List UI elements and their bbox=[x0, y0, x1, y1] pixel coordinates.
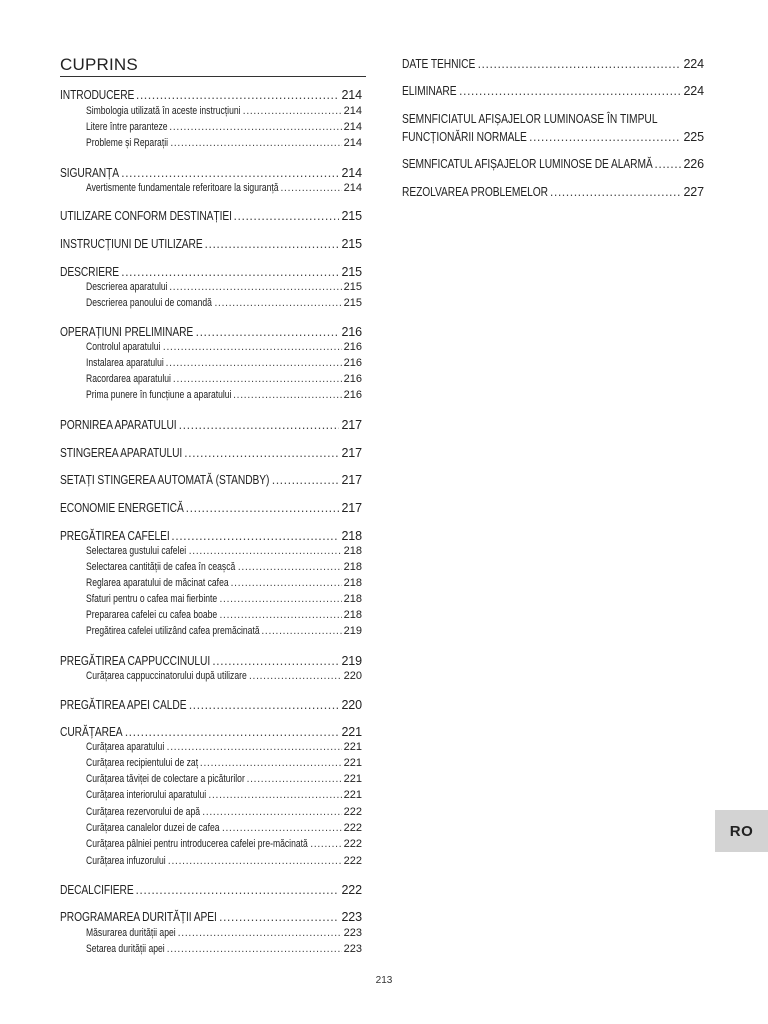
toc-leader-dots bbox=[170, 137, 341, 149]
toc-page-number: 216 bbox=[343, 357, 362, 369]
toc-page-number: 225 bbox=[683, 130, 704, 144]
toc-page-number: 223 bbox=[341, 910, 362, 924]
toc-page-number: 216 bbox=[341, 325, 362, 339]
toc-subsection-entry[interactable] bbox=[86, 373, 362, 387]
toc-page-number: 215 bbox=[343, 281, 362, 293]
toc-entry-label: Măsurarea durității apei bbox=[86, 927, 176, 939]
toc-section-entry[interactable] bbox=[60, 209, 362, 225]
toc-section-entry[interactable] bbox=[60, 501, 362, 517]
toc-section-entry[interactable] bbox=[60, 237, 362, 253]
toc-page-number: 221 bbox=[341, 725, 362, 739]
toc-leader-dots bbox=[222, 822, 342, 834]
toc-page-number: 218 bbox=[343, 561, 362, 573]
toc-leader-dots bbox=[280, 182, 341, 194]
toc-leader-dots bbox=[234, 209, 340, 223]
toc-entry-label: Setarea durității apei bbox=[86, 943, 165, 955]
toc-entry-label: CURĂȚAREA bbox=[60, 725, 123, 739]
toc-entry-label: Reglarea aparatului de măcinat cafea bbox=[86, 577, 229, 589]
toc-entry-label: OPERAȚIUNI PRELIMINARE bbox=[60, 325, 194, 339]
toc-entry-label: PORNIREA APARATULUI bbox=[60, 418, 177, 432]
toc-page-number: 215 bbox=[341, 237, 362, 251]
toc-page-number: 222 bbox=[343, 838, 362, 850]
toc-leader-dots bbox=[478, 57, 682, 71]
toc-leader-dots bbox=[214, 297, 341, 309]
toc-entry-label: PROGRAMAREA DURITĂȚII APEI bbox=[60, 910, 217, 924]
toc-leader-dots bbox=[550, 185, 682, 199]
toc-subsection-entry[interactable] bbox=[86, 389, 362, 403]
toc-subsection-entry[interactable] bbox=[86, 121, 362, 135]
toc-leader-dots bbox=[189, 698, 340, 712]
toc-page-number: 215 bbox=[343, 297, 362, 309]
toc-leader-dots bbox=[186, 501, 340, 515]
toc-section-entry[interactable] bbox=[402, 130, 704, 146]
toc-page-number: 214 bbox=[341, 88, 362, 102]
toc-leader-dots bbox=[121, 166, 339, 180]
toc-subsection-entry[interactable] bbox=[86, 838, 362, 852]
toc-section-entry[interactable] bbox=[60, 910, 362, 926]
toc-leader-dots bbox=[529, 130, 681, 144]
toc-section-entry[interactable] bbox=[60, 446, 362, 462]
toc-leader-dots bbox=[219, 593, 341, 605]
toc-entry-label: Prepararea cafelei cu cafea boabe bbox=[86, 609, 218, 621]
toc-entry-label: Curățarea cappuccinatorului după utilizare bbox=[86, 670, 247, 682]
toc-subsection-entry[interactable] bbox=[86, 670, 362, 684]
toc-section-entry[interactable] bbox=[60, 529, 362, 545]
toc-entry-label: SEMNFICIATUL AFIȘAJELOR LUMINOASE ÎN TIMPUL bbox=[402, 112, 658, 126]
toc-subsection-entry[interactable] bbox=[86, 822, 362, 836]
toc-entry-label: UTILIZARE CONFORM DESTINAȚIEI bbox=[60, 209, 232, 223]
toc-page-number: 220 bbox=[343, 670, 362, 682]
page-title: CUPRINS bbox=[60, 55, 366, 77]
toc-page-number: 224 bbox=[683, 84, 704, 98]
toc-leader-dots bbox=[233, 389, 342, 401]
toc-leader-dots bbox=[168, 855, 342, 867]
toc-section-entry[interactable] bbox=[60, 883, 362, 899]
toc-page-number: 217 bbox=[341, 418, 362, 432]
toc-leader-dots bbox=[125, 725, 340, 739]
toc-leader-dots bbox=[179, 418, 340, 432]
toc-page-number: 214 bbox=[343, 105, 362, 117]
toc-subsection-entry[interactable] bbox=[86, 625, 362, 639]
toc-entry-label: PREGĂTIREA APEI CALDE bbox=[60, 698, 187, 712]
toc-section-entry-line1[interactable] bbox=[402, 112, 704, 126]
toc-leader-dots bbox=[121, 265, 339, 279]
toc-leader-dots bbox=[196, 325, 340, 339]
toc-page-number: 218 bbox=[343, 593, 362, 605]
toc-entry-label: STINGEREA APARATULUI bbox=[60, 446, 183, 460]
toc-section-entry[interactable] bbox=[60, 325, 362, 341]
toc-leader-dots bbox=[184, 446, 339, 460]
toc-entry-label: Descrierea aparatului bbox=[86, 281, 168, 293]
toc-leader-dots bbox=[136, 88, 340, 102]
toc-page-number: 218 bbox=[343, 545, 362, 557]
toc-leader-dots bbox=[167, 943, 342, 955]
toc-subsection-entry[interactable] bbox=[86, 297, 362, 311]
toc-entry-label: Litere între paranteze bbox=[86, 121, 168, 133]
toc-entry-label: Descrierea panoului de comandă bbox=[86, 297, 212, 309]
toc-entry-label: Avertismente fundamentale referitoare la siguranță bbox=[86, 182, 279, 194]
toc-page-number: 222 bbox=[343, 806, 362, 818]
toc-page-number: 224 bbox=[683, 57, 704, 71]
toc-section-entry[interactable] bbox=[60, 265, 362, 281]
toc-page-number: 217 bbox=[341, 473, 362, 487]
toc-page-number: 223 bbox=[343, 943, 362, 955]
toc-leader-dots bbox=[249, 670, 342, 682]
toc-page-number: 214 bbox=[343, 182, 362, 194]
toc-leader-dots bbox=[169, 121, 341, 133]
toc-page-number: 216 bbox=[343, 373, 362, 385]
toc-page-number: 214 bbox=[341, 166, 362, 180]
toc-leader-dots bbox=[173, 373, 342, 385]
toc-subsection-entry[interactable] bbox=[86, 105, 362, 119]
toc-entry-label: Pregătirea cafelei utilizând cafea premăcinată bbox=[86, 625, 260, 637]
toc-leader-dots bbox=[238, 561, 342, 573]
toc-page-number: 223 bbox=[343, 927, 362, 939]
toc-entry-label: FUNCȚIONĂRII NORMALE bbox=[402, 130, 527, 144]
toc-entry-label: Probleme și Reparații bbox=[86, 137, 169, 149]
toc-entry-label: DATE TEHNICE bbox=[402, 57, 476, 71]
toc-entry-label: DECALCIFIERE bbox=[60, 883, 134, 897]
toc-page-number: 221 bbox=[343, 773, 362, 785]
toc-entry-label: Curățarea infuzorului bbox=[86, 855, 166, 867]
toc-page-number: 221 bbox=[343, 789, 362, 801]
toc-entry-label: ECONOMIE ENERGETICĂ bbox=[60, 501, 184, 515]
toc-leader-dots bbox=[246, 773, 341, 785]
toc-page-number: 216 bbox=[343, 341, 362, 353]
toc-page-number: 221 bbox=[343, 741, 362, 753]
toc-entry-label: Prima punere în funcțiune a aparatului bbox=[86, 389, 232, 401]
toc-page-number: 218 bbox=[343, 609, 362, 621]
toc-entry-label: Controlul aparatului bbox=[86, 341, 161, 353]
toc-entry-label: Curățarea rezervorului de apă bbox=[86, 806, 200, 818]
toc-subsection-entry[interactable] bbox=[86, 577, 362, 591]
toc-leader-dots bbox=[169, 281, 342, 293]
toc-page-number: 227 bbox=[683, 185, 704, 199]
toc-entry-label: Instalarea aparatului bbox=[86, 357, 164, 369]
toc-subsection-entry[interactable] bbox=[86, 855, 362, 869]
toc-leader-dots bbox=[165, 357, 341, 369]
toc-entry-label: Curățarea canalelor duzei de cafea bbox=[86, 822, 220, 834]
toc-leader-dots bbox=[212, 654, 339, 668]
toc-entry-label: PREGĂTIREA CAPPUCCINULUI bbox=[60, 654, 211, 668]
toc-leader-dots bbox=[459, 84, 681, 98]
toc-subsection-entry[interactable] bbox=[86, 789, 362, 803]
toc-entry-label: REZOLVAREA PROBLEMELOR bbox=[402, 185, 548, 199]
toc-subsection-entry[interactable] bbox=[86, 137, 362, 151]
toc-leader-dots bbox=[243, 105, 342, 117]
toc-subsection-entry[interactable] bbox=[86, 545, 362, 559]
toc-subsection-entry[interactable] bbox=[86, 182, 362, 196]
toc-leader-dots bbox=[189, 545, 342, 557]
toc-page-number: 221 bbox=[343, 757, 362, 769]
toc-leader-dots bbox=[230, 577, 341, 589]
toc-subsection-entry[interactable] bbox=[86, 757, 362, 771]
toc-section-entry[interactable] bbox=[402, 57, 704, 73]
toc-leader-dots bbox=[135, 883, 339, 897]
toc-section-entry[interactable] bbox=[60, 166, 362, 182]
toc-entry-label: SIGURANȚA bbox=[60, 166, 120, 180]
toc-leader-dots bbox=[219, 609, 341, 621]
toc-entry-label: Curățarea recipientului de zaț bbox=[86, 757, 199, 769]
toc-entry-label: Curățarea tăviței de colectare a picăturilor bbox=[86, 773, 245, 785]
toc-subsection-entry[interactable] bbox=[86, 281, 362, 295]
toc-page-number: 215 bbox=[341, 209, 362, 223]
toc-entry-label: Simbologia utilizată în aceste instrucțiuni bbox=[86, 105, 241, 117]
toc-section-entry[interactable] bbox=[402, 157, 704, 173]
toc-page-number: 214 bbox=[343, 137, 362, 149]
toc-entry-label: Curățarea aparatului bbox=[86, 741, 165, 753]
toc-leader-dots bbox=[171, 529, 339, 543]
toc-section-entry[interactable] bbox=[60, 473, 362, 489]
toc-leader-dots bbox=[272, 473, 340, 487]
toc-entry-label: Curățarea interiorului aparatului bbox=[86, 789, 207, 801]
page-number: 213 bbox=[375, 975, 393, 986]
toc-page-number: 222 bbox=[343, 855, 362, 867]
toc-section-entry[interactable] bbox=[60, 725, 362, 741]
toc-page-number: 219 bbox=[341, 654, 362, 668]
toc-section-entry[interactable] bbox=[402, 84, 704, 100]
toc-subsection-entry[interactable] bbox=[86, 943, 362, 957]
toc-entry-label: DESCRIERE bbox=[60, 265, 120, 279]
toc-leader-dots bbox=[178, 927, 342, 939]
toc-page-number: 216 bbox=[343, 389, 362, 401]
toc-entry-label: Selectarea cantității de cafea în ceașcă bbox=[86, 561, 236, 573]
language-tab: RO bbox=[715, 810, 768, 852]
toc-leader-dots bbox=[208, 789, 341, 801]
toc-subsection-entry[interactable] bbox=[86, 561, 362, 575]
toc-page-number: 217 bbox=[341, 446, 362, 460]
toc-subsection-entry[interactable] bbox=[86, 773, 362, 787]
toc-subsection-entry[interactable] bbox=[86, 609, 362, 623]
toc-leader-dots bbox=[167, 741, 342, 753]
toc-entry-label: Selectarea gustului cafelei bbox=[86, 545, 187, 557]
toc-leader-dots bbox=[219, 910, 339, 924]
toc-leader-dots bbox=[310, 838, 342, 850]
toc-section-entry[interactable] bbox=[60, 698, 362, 714]
toc-page-number: 226 bbox=[683, 157, 704, 171]
toc-entry-label: Racordarea aparatului bbox=[86, 373, 171, 385]
toc-leader-dots bbox=[205, 237, 340, 251]
toc-leader-dots bbox=[163, 341, 342, 353]
toc-page-number: 222 bbox=[341, 883, 362, 897]
toc-section-entry[interactable] bbox=[60, 654, 362, 670]
toc-entry-label: Curățarea pâlniei pentru introducerea cafelei pre-măcinată bbox=[86, 838, 308, 850]
toc-entry-label: Sfaturi pentru o cafea mai fierbinte bbox=[86, 593, 218, 605]
toc-page-number: 218 bbox=[341, 529, 362, 543]
toc-subsection-entry[interactable] bbox=[86, 806, 362, 820]
toc-entry-label: SEMNFICATUL AFIȘAJELOR LUMINOSE DE ALARMĂ bbox=[402, 157, 653, 171]
toc-subsection-entry[interactable] bbox=[86, 357, 362, 371]
toc-leader-dots bbox=[261, 625, 341, 637]
toc-subsection-entry[interactable] bbox=[86, 927, 362, 941]
toc-section-entry[interactable] bbox=[60, 88, 362, 104]
toc-entry-label: INTRODUCERE bbox=[60, 88, 135, 102]
toc-page-number: 222 bbox=[343, 822, 362, 834]
toc-page-number: 215 bbox=[341, 265, 362, 279]
toc-entry-label: SETAȚI STINGEREA AUTOMATĂ (STANDBY) bbox=[60, 473, 270, 487]
toc-page-number: 217 bbox=[341, 501, 362, 515]
toc-leader-dots bbox=[200, 757, 342, 769]
toc-page-number: 214 bbox=[343, 121, 362, 133]
toc-subsection-entry[interactable] bbox=[86, 741, 362, 755]
toc-page-number: 218 bbox=[343, 577, 362, 589]
toc-section-entry[interactable] bbox=[402, 185, 704, 201]
toc-leader-dots bbox=[654, 157, 681, 171]
toc-entry-label: INSTRUCȚIUNI DE UTILIZARE bbox=[60, 237, 203, 251]
toc-section-entry[interactable] bbox=[60, 418, 362, 434]
toc-page-number: 220 bbox=[341, 698, 362, 712]
toc-page-number: 219 bbox=[343, 625, 362, 637]
toc-subsection-entry[interactable] bbox=[86, 341, 362, 355]
toc-leader-dots bbox=[202, 806, 342, 818]
toc-subsection-entry[interactable] bbox=[86, 593, 362, 607]
toc-entry-label: ELIMINARE bbox=[402, 84, 457, 98]
toc-entry-label: PREGĂTIREA CAFELEI bbox=[60, 529, 170, 543]
